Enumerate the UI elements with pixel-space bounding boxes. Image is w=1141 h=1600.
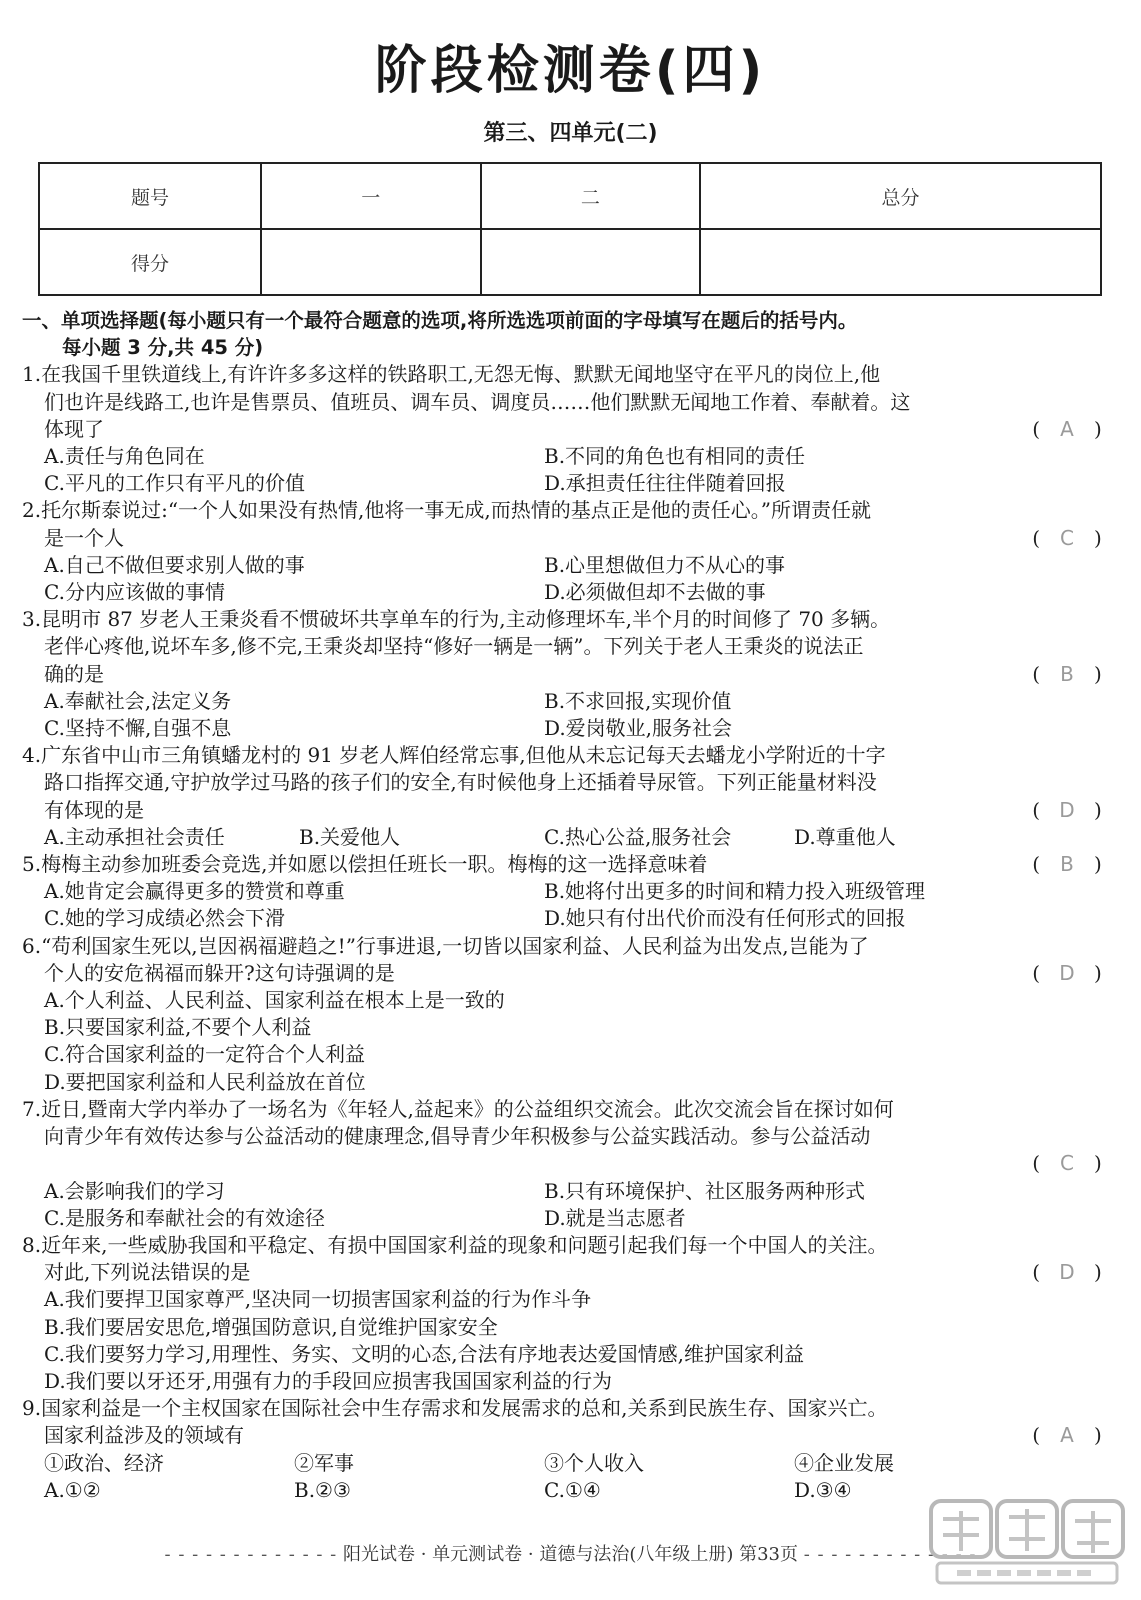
answer-option[interactable]: C.符合国家利益的一定符合个人利益 bbox=[44, 1042, 365, 1067]
footer-text: 阳光试卷 · 单元测试卷 · 道德与法治(八年级上册) 第33页 bbox=[343, 1544, 798, 1565]
question-item bbox=[22, 606, 1118, 742]
question-stem-line: 向青少年有效传达参与公益活动的健康理念,倡导青少年积极参与公益实践活动。参与公益活动 bbox=[44, 1124, 871, 1149]
statement-item: ④企业发展 bbox=[794, 1450, 894, 1475]
question-stem-last-line bbox=[22, 851, 1118, 878]
answer-line bbox=[22, 1150, 1118, 1177]
question-stem-line: 7.近日,暨南大学内举办了一场名为《年轻人,益起来》的公益组织交流会。此次交流会旨在探讨如何 bbox=[22, 1096, 894, 1121]
score-table bbox=[38, 162, 1102, 296]
questions-section bbox=[22, 307, 1118, 1504]
answer-option[interactable]: D.爱岗敬业,服务社会 bbox=[544, 716, 733, 741]
question-stem-tail: 个人的安危祸福而躲开?这句诗强调的是 bbox=[44, 960, 395, 985]
option-row bbox=[22, 443, 1118, 470]
answer-bracket[interactable] bbox=[1016, 416, 1118, 443]
answer-option[interactable]: A.责任与角色同在 bbox=[44, 444, 205, 469]
score-table-score-row bbox=[39, 229, 1101, 295]
option-row bbox=[22, 824, 1118, 851]
answer-option[interactable]: B.关爱他人 bbox=[299, 824, 401, 849]
question-stem-line: 3.昆明市 87 岁老人王秉炎看不惯破坏共享单车的行为,主动修理坏车,半个月的时间修了 70 多辆。 bbox=[22, 607, 891, 632]
answer-option[interactable]: D.承担责任往往伴随着回报 bbox=[544, 471, 786, 496]
bracket-close: ) bbox=[1094, 797, 1102, 822]
score-header-cell: 一 bbox=[261, 163, 481, 229]
question-stem-last-line bbox=[22, 1259, 1118, 1286]
answer-letter: C bbox=[1060, 1151, 1074, 1176]
question-stem-line: 们也许是线路工,也许是售票员、值班员、调车员、调度员……他们默默无闻地工作着、奉献着。这 bbox=[44, 389, 911, 414]
answer-option[interactable]: A.个人利益、人民利益、国家利益在根本上是一致的 bbox=[44, 988, 505, 1013]
question-stem-last-line bbox=[22, 1422, 1118, 1449]
option-row bbox=[22, 715, 1118, 742]
question-item bbox=[22, 742, 1118, 851]
answer-bracket[interactable] bbox=[1016, 1150, 1118, 1177]
question-stem-line: 老伴心疼他,说坏车多,修不完,王秉炎却坚持“修好一辆是一辆”。下列关于老人王秉炎的说法正 bbox=[44, 634, 864, 659]
option-row bbox=[22, 1178, 1118, 1205]
bracket-close: ) bbox=[1094, 852, 1102, 877]
answer-option[interactable]: D.她只有付出代价而没有任何形式的回报 bbox=[544, 906, 906, 931]
question-stem-tail: 国家利益涉及的领域有 bbox=[44, 1423, 244, 1448]
answer-option[interactable]: B.她将付出更多的时间和精力投入班级管理 bbox=[544, 879, 926, 904]
answer-option[interactable]: B.我们要居安思危,增强国防意识,自觉维护国家安全 bbox=[44, 1314, 498, 1339]
answer-option[interactable]: A.会影响我们的学习 bbox=[44, 1178, 225, 1203]
question-stem-last-line bbox=[22, 661, 1118, 688]
score-header-cell: 题号 bbox=[39, 163, 261, 229]
question-stem-line: 路口指挥交通,守护放学过马路的孩子们的安全,有时候他身上还插着导尿管。下列正能量材料没 bbox=[44, 770, 877, 795]
bracket-close: ) bbox=[1094, 960, 1102, 985]
score-cell[interactable] bbox=[700, 229, 1101, 295]
answer-letter: D bbox=[1059, 960, 1075, 985]
question-stem-last-line bbox=[22, 416, 1118, 443]
bracket-close: ) bbox=[1094, 661, 1102, 686]
statement-row bbox=[22, 1450, 1118, 1477]
statement-item: ①政治、经济 bbox=[44, 1450, 164, 1475]
bracket-close: ) bbox=[1094, 1151, 1102, 1176]
question-item bbox=[22, 497, 1118, 606]
score-row-label: 得分 bbox=[39, 229, 261, 295]
question-item bbox=[22, 1395, 1118, 1504]
question-stem-line: 2.托尔斯泰说过:“一个人如果没有热情,他将一事无成,而热情的基点正是他的责任心。”所谓责任就 bbox=[22, 498, 871, 523]
question-item bbox=[22, 1232, 1118, 1395]
answer-option[interactable]: B.不求回报,实现价值 bbox=[544, 688, 732, 713]
answer-option[interactable]: A.我们要捍卫国家尊严,坚决同一切损害国家利益的行为作斗争 bbox=[44, 1287, 592, 1312]
page-title: 阶段检测卷(四) bbox=[374, 41, 767, 101]
question-list bbox=[22, 361, 1118, 1504]
statement-item: ③个人收入 bbox=[544, 1450, 644, 1475]
option-row bbox=[22, 552, 1118, 579]
answer-bracket[interactable] bbox=[1016, 661, 1118, 688]
answer-option[interactable]: C.是服务和奉献社会的有效途径 bbox=[44, 1205, 325, 1230]
bracket-open: ( bbox=[1032, 1423, 1040, 1448]
answer-letter: B bbox=[1060, 852, 1074, 877]
bracket-close: ) bbox=[1094, 525, 1102, 550]
question-stem-line: 8.近年来,一些威胁我国和平稳定、有损中国国家利益的现象和问题引起我们每一个中国人的关注。 bbox=[22, 1232, 888, 1257]
question-item bbox=[22, 851, 1118, 933]
answer-option[interactable]: C.热心公益,服务社会 bbox=[544, 824, 732, 849]
answer-option[interactable]: D.就是当志愿者 bbox=[544, 1205, 686, 1230]
footer-rule-right: - - - - - - - - - - - - - bbox=[803, 1544, 977, 1565]
section-heading: 一、单项选择题(每小题只有一个最符合题意的选项,将所选选项前面的字母填写在题后的括号内。 bbox=[22, 309, 858, 332]
option-row bbox=[22, 878, 1118, 905]
section-heading-scoring: 每小题 3 分,共 45 分) bbox=[62, 336, 264, 360]
answer-bracket[interactable] bbox=[1016, 1259, 1118, 1286]
answer-option[interactable]: D.尊重他人 bbox=[794, 824, 896, 849]
answer-letter: D bbox=[1059, 1260, 1075, 1285]
answer-option[interactable]: C.①④ bbox=[544, 1477, 601, 1502]
answer-option[interactable]: B.②③ bbox=[294, 1477, 351, 1502]
question-stem-line: 9.国家利益是一个主权国家在国际社会中生存需求和发展需求的总和,关系到民族生存、国家兴亡。 bbox=[22, 1396, 888, 1421]
question-item bbox=[22, 933, 1118, 1096]
answer-option[interactable]: C.我们要努力学习,用理性、务实、文明的心态,合法有序地表达爱国情感,维护国家利益 bbox=[44, 1341, 805, 1366]
answer-option[interactable]: A.奉献社会,法定义务 bbox=[44, 688, 232, 713]
answer-letter: C bbox=[1060, 525, 1074, 550]
bracket-open: ( bbox=[1032, 1260, 1040, 1285]
bracket-open: ( bbox=[1032, 797, 1040, 822]
answer-option[interactable]: D.必须做但却不去做的事 bbox=[544, 580, 766, 605]
answer-option[interactable]: B.只要国家利益,不要个人利益 bbox=[44, 1015, 312, 1040]
answer-option[interactable]: C.她的学习成绩必然会下滑 bbox=[44, 906, 285, 931]
question-stem-line: 1.在我国千里铁道线上,有许许多多这样的铁路职工,无怨无悔、默默无闻地坚守在平凡的岗位上,他 bbox=[22, 362, 881, 387]
answer-option[interactable]: D.我们要以牙还牙,用强有力的手段回应损害我国国家利益的行为 bbox=[44, 1368, 613, 1393]
question-stem-last-line bbox=[22, 797, 1118, 824]
option-row bbox=[22, 688, 1118, 715]
question-stem-tail: 确的是 bbox=[44, 661, 104, 686]
answer-option[interactable]: C.平凡的工作只有平凡的价值 bbox=[44, 471, 305, 496]
question-stem-last-line bbox=[22, 960, 1118, 987]
question-stem-tail: 对此,下列说法错误的是 bbox=[44, 1260, 251, 1285]
bracket-open: ( bbox=[1032, 525, 1040, 550]
bracket-close: ) bbox=[1094, 416, 1102, 441]
answer-bracket[interactable] bbox=[1016, 525, 1118, 552]
answer-option[interactable]: A.主动承担社会责任 bbox=[44, 824, 225, 849]
option-row bbox=[22, 470, 1118, 497]
answer-letter: A bbox=[1060, 1423, 1074, 1448]
score-header-cell: 二 bbox=[481, 163, 701, 229]
answer-option[interactable]: D.要把国家利益和人民利益放在首位 bbox=[44, 1069, 366, 1094]
score-header-cell: 总分 bbox=[700, 163, 1101, 229]
answer-option[interactable]: B.心里想做但力不从心的事 bbox=[544, 552, 786, 577]
option-row bbox=[22, 579, 1118, 606]
answer-option[interactable]: D.③④ bbox=[794, 1477, 852, 1502]
answer-bracket[interactable] bbox=[1016, 797, 1118, 824]
answer-option[interactable]: C.坚持不懈,自强不息 bbox=[44, 716, 232, 741]
score-cell[interactable] bbox=[481, 229, 701, 295]
answer-option[interactable]: A.她肯定会赢得更多的赞赏和尊重 bbox=[44, 879, 345, 904]
question-stem-line: 4.广东省中山市三角镇蟠龙村的 91 岁老人辉伯经常忘事,但他从未忘记每天去蟠龙小学附近的十字 bbox=[22, 743, 886, 768]
bracket-open: ( bbox=[1032, 1151, 1040, 1176]
answer-bracket[interactable] bbox=[1016, 851, 1118, 878]
answer-bracket[interactable] bbox=[1016, 1422, 1118, 1449]
question-stem-tail: 5.梅梅主动参加班委会竞选,并如愿以偿担任班长一职。梅梅的这一选择意味着 bbox=[22, 852, 708, 877]
answer-option[interactable]: A.①② bbox=[44, 1477, 101, 1502]
option-row bbox=[22, 905, 1118, 932]
question-stem-tail: 体现了 bbox=[44, 416, 104, 441]
bracket-open: ( bbox=[1032, 416, 1040, 441]
question-stem-tail: 是一个人 bbox=[44, 525, 124, 550]
page-subtitle: 第三、四单元(二) bbox=[483, 121, 658, 146]
answer-site-watermark-logo bbox=[927, 1495, 1127, 1587]
question-stem-last-line bbox=[22, 525, 1118, 552]
score-table-header-row bbox=[39, 163, 1101, 229]
answer-bracket[interactable] bbox=[1016, 960, 1118, 987]
bracket-open: ( bbox=[1032, 852, 1040, 877]
answer-option[interactable]: B.不同的角色也有相同的责任 bbox=[544, 444, 806, 469]
question-stem-line: 6.“苟利国家生死以,岂因祸福避趋之!”行事进退,一切皆以国家利益、人民利益为出发点,岂能为了 bbox=[22, 933, 869, 958]
bracket-close: ) bbox=[1094, 1260, 1102, 1285]
question-item bbox=[22, 1096, 1118, 1232]
answer-letter: A bbox=[1060, 416, 1074, 441]
answer-letter: B bbox=[1060, 661, 1074, 686]
score-cell[interactable] bbox=[261, 229, 481, 295]
answer-option[interactable]: B.只有环境保护、社区服务两种形式 bbox=[544, 1178, 866, 1203]
answer-option[interactable]: C.分内应该做的事情 bbox=[44, 580, 225, 605]
answer-option[interactable]: A.自己不做但要求别人做的事 bbox=[44, 552, 305, 577]
footer-rule-left: - - - - - - - - - - - - - bbox=[164, 1544, 338, 1565]
bracket-close: ) bbox=[1094, 1423, 1102, 1448]
bracket-open: ( bbox=[1032, 661, 1040, 686]
question-item bbox=[22, 361, 1118, 497]
statement-item: ②军事 bbox=[294, 1450, 354, 1475]
option-row bbox=[22, 1205, 1118, 1232]
bracket-open: ( bbox=[1032, 960, 1040, 985]
question-stem-tail: 有体现的是 bbox=[44, 797, 144, 822]
answer-letter: D bbox=[1059, 797, 1075, 822]
